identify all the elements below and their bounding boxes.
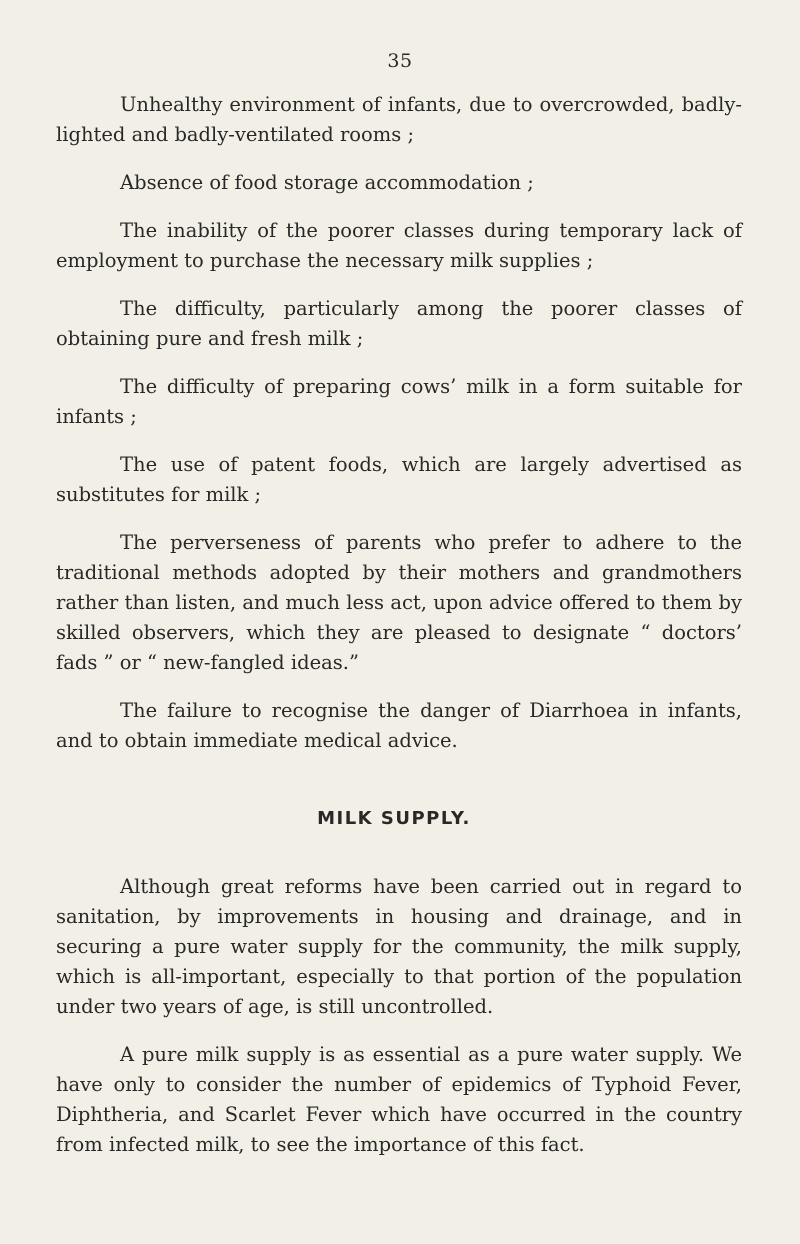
paragraph-patent-foods: The use of patent foods, which are largely advertised as substitutes for milk ; bbox=[56, 453, 742, 506]
paragraph-difficulty-fresh-milk: The difficulty, particularly among the poorer classes of obtaining pure and fresh milk ; bbox=[56, 297, 742, 350]
paragraph-food-storage: Absence of food storage accommodation ; bbox=[120, 171, 534, 194]
page-number: 35 bbox=[387, 50, 413, 72]
paragraph-pure-milk-essential: A pure milk supply is as essential as a pure water supply. We have only to consider the number of epidemics of Typhoid Fever, Diphtheria, and Scarlet Fever which have occurred in the country from infected milk, to see the importance of this fact. bbox=[56, 1043, 742, 1156]
paragraph-inability-to-purchase: The inability of the poorer classes during temporary lack of employment to purchase the necessary milk supplies ; bbox=[56, 219, 742, 272]
paragraph-preparing-cows-milk: The difficulty of preparing cows’ milk in a form suitable for infants ; bbox=[56, 375, 742, 428]
section-heading-milk-supply: MILK SUPPLY. bbox=[317, 808, 471, 829]
paragraph-overcrowded-rooms: Unhealthy environment of infants, due to overcrowded, badly-lighted and badly-ventilated rooms ; bbox=[56, 93, 742, 146]
paragraph-perverseness-of-parents: The perverseness of parents who prefer to adhere to the traditional methods adopted by their mothers and grandmothers rather than listen, and much less act, upon advice offered to them by skilled observers, which they are pleased to designate “ doctors’ fads ” or “ new-fangled ideas.” bbox=[56, 531, 742, 674]
paragraph-milk-supply-uncontrolled: Although great reforms have been carried out in regard to sanitation, by improvements in housing and drainage, and in securing a pure water supply for the community, the milk supply, which is all-important, especially to that portion of the population under two years of age, is still uncontrolled. bbox=[56, 875, 742, 1018]
page-body bbox=[56, 90, 742, 1178]
paragraph-diarrhoea-danger: The failure to recognise the danger of Diarrhoea in infants, and to obtain immediate medical advice. bbox=[56, 699, 742, 752]
